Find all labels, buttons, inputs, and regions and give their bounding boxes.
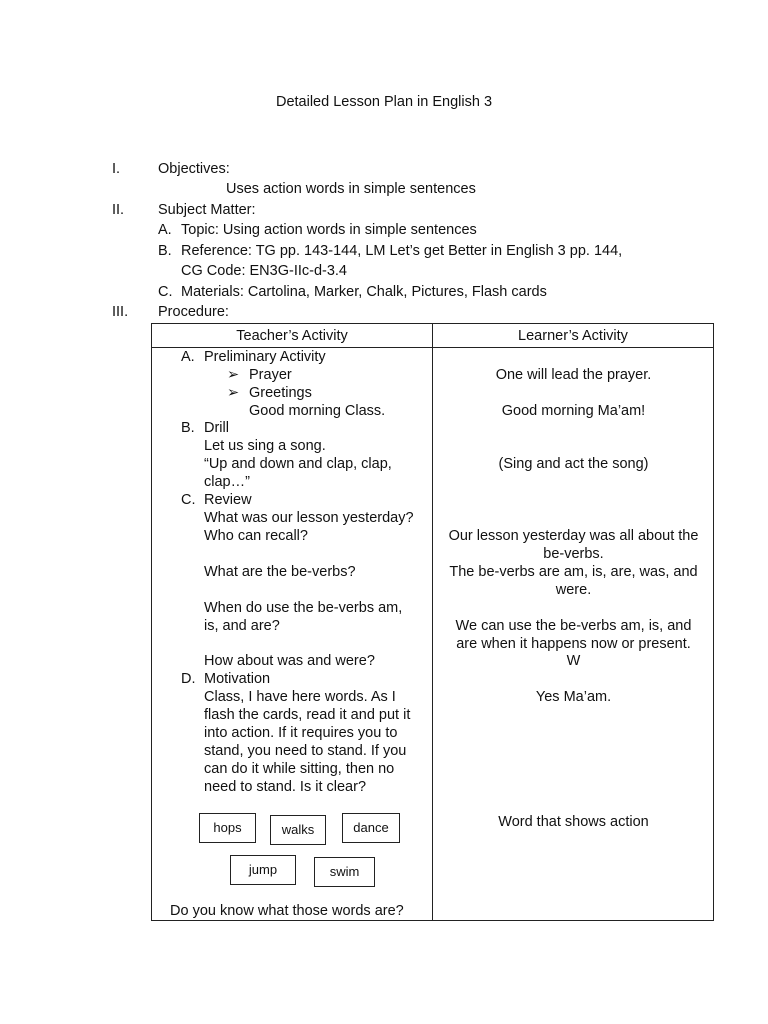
learner-review-answer: W: [566, 653, 581, 669]
objectives-text: Uses action words in simple sentences: [226, 181, 476, 197]
song-lyrics: “Up and down and clap, clap,: [204, 456, 392, 472]
motivation-text: Class, I have here words. As I: [204, 689, 396, 705]
flash-card-jump: jump: [230, 855, 296, 885]
learner-review-answer: We can use the be-verbs am, is, and: [455, 618, 692, 634]
objectives-numeral: I.: [112, 161, 121, 177]
objectives-heading: Objectives:: [158, 161, 230, 177]
motivation-label: Motivation: [204, 671, 271, 687]
flash-card-dance: dance: [342, 813, 400, 843]
step-letter: B.: [181, 420, 195, 436]
review-question: What was our lesson yesterday?: [204, 510, 414, 526]
learner-activity-header: Learner’s Activity: [433, 324, 714, 348]
flash-card-walks: walks: [270, 815, 326, 845]
flash-card-hops: hops: [199, 813, 256, 843]
learner-activity-cell: [433, 348, 714, 921]
motivation-text: flash the cards, read it and put it: [204, 707, 411, 723]
learner-action-answer: Word that shows action: [498, 814, 649, 830]
flash-card-swim: swim: [314, 857, 375, 887]
step-letter: C.: [181, 492, 196, 508]
procedure-heading: Procedure:: [158, 304, 229, 320]
subject-reference: Reference: TG pp. 143-144, LM Let’s get Better in English 3 pp. 144,: [181, 243, 623, 259]
subject-item-letter: C.: [158, 284, 173, 300]
procedure-table: [151, 323, 714, 921]
learner-sing: (Sing and act the song): [498, 456, 649, 472]
teacher-activity-header: Teacher’s Activity: [152, 324, 433, 348]
prayer-item: Prayer: [249, 367, 292, 383]
motivation-text: into action. If it requires you to: [204, 725, 398, 741]
learner-review-answer: were.: [555, 582, 592, 598]
subject-topic: Topic: Using action words in simple sentences: [181, 222, 477, 238]
learner-greeting: Good morning Ma’am!: [501, 403, 646, 419]
learner-yes: Yes Ma’am.: [535, 689, 612, 705]
teacher-activity-cell: [152, 348, 433, 921]
learner-prayer: One will lead the prayer.: [495, 367, 652, 383]
learner-review-answer: Our lesson yesterday was all about the: [448, 528, 699, 544]
learner-review-answer: be-verbs.: [543, 546, 604, 562]
motivation-text: stand, you need to stand. If you: [204, 743, 407, 759]
learner-review-answer: are when it happens now or present.: [456, 636, 691, 652]
review-question: How about was and were?: [204, 653, 375, 669]
drill-text: Let us sing a song.: [204, 438, 326, 454]
review-question: is, and are?: [204, 618, 280, 634]
review-label: Review: [204, 492, 252, 508]
step-letter: D.: [181, 671, 196, 687]
arrow-bullet-icon: ➢: [227, 385, 240, 401]
subject-item-letter: B.: [158, 243, 172, 259]
page-title: Detailed Lesson Plan in English 3: [275, 94, 493, 110]
subject-matter-heading: Subject Matter:: [158, 202, 256, 218]
subject-cg-code: CG Code: EN3G-IIc-d-3.4: [181, 263, 347, 279]
motivation-text: need to stand. Is it clear?: [204, 779, 367, 795]
review-question: When do use the be-verbs am,: [204, 600, 403, 616]
step-letter: A.: [181, 349, 195, 365]
subject-materials: Materials: Cartolina, Marker, Chalk, Pictures, Flash cards: [181, 284, 547, 300]
review-question: Who can recall?: [204, 528, 308, 544]
subject-matter-numeral: II.: [112, 202, 125, 218]
motivation-question: Do you know what those words are?: [170, 903, 404, 919]
preliminary-activity-label: Preliminary Activity: [204, 349, 326, 365]
drill-label: Drill: [204, 420, 229, 436]
greetings-item: Greetings: [249, 385, 312, 401]
song-lyrics: clap…”: [204, 474, 250, 490]
good-morning-class: Good morning Class.: [249, 403, 386, 419]
review-question: What are the be-verbs?: [204, 564, 356, 580]
arrow-bullet-icon: ➢: [227, 367, 240, 383]
subject-item-letter: A.: [158, 222, 172, 238]
motivation-text: can do it while sitting, then no: [204, 761, 395, 777]
learner-review-answer: The be-verbs are am, is, are, was, and: [449, 564, 698, 580]
procedure-numeral: III.: [112, 304, 129, 320]
